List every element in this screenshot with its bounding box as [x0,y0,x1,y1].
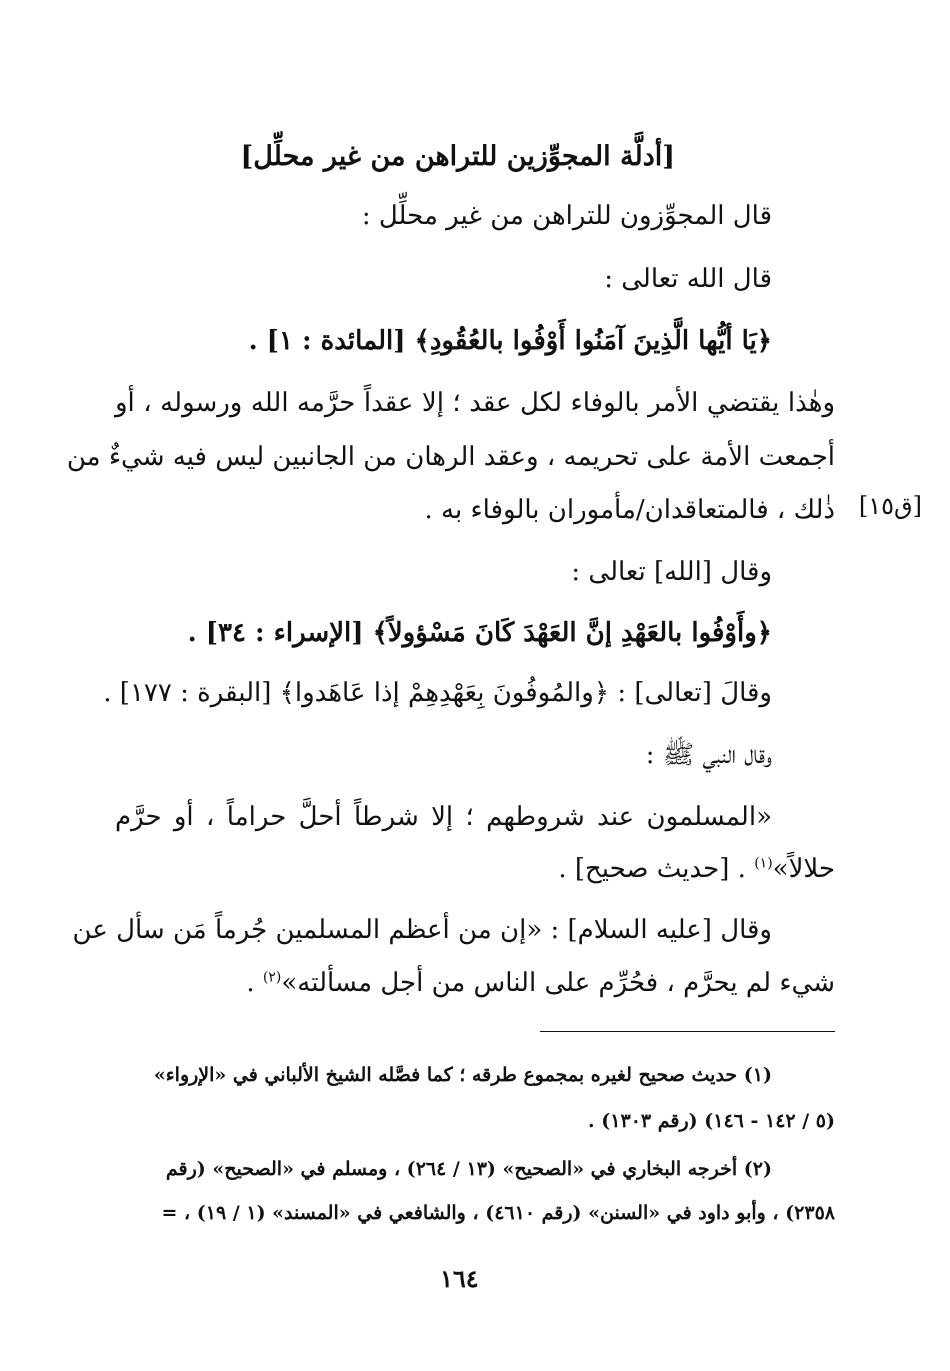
hadith-grade: . [حديث صحيح] . [558,854,755,884]
paragraph-line: وقال النبي ﷺ : [645,740,772,770]
hadith-line [246,970,835,996]
footnote-ref: (٢) [262,969,282,986]
quran-verse: ﴿يَا أيُّها الَّذِينَ آمَنُوا أَوْفُوا بالعُقُودِ﴾ [المائدة : ١] . [248,326,772,356]
paragraph-line: ذٰلك ، فالمتعاقدان/مأموران بالوفاء به . [424,495,835,525]
footnote-line: (١) حديث صحيح لغيره بمجموع طرقه ؛ كما فصَّله الشيخ الألباني في «الإرواء» [153,1064,772,1086]
hadith-text: حلالاً» [772,854,835,884]
footnote-line: ٢٣٥٨) ، وأبو داود في «السنن» (رقم ٤٦١٠) ، والشافعي في «المسند» (١ / ١٩) ، = [161,1202,835,1224]
paragraph-line: قال المجوِّزون للتراهن من غير محلِّل : [361,201,772,231]
quran-verse: ﴿وأَوْفُوا بالعَهْدِ إنَّ العَهْدَ كَانَ مَسْؤولاً﴾ [الإسراء : ٣٤] . [187,618,772,648]
hadith-text: شيء لم يحرَّم ، فحُرِّم على الناس من أجل مسألته» [281,968,835,998]
hadith-line [558,856,835,882]
footnote-ref: (١) [754,855,773,872]
paragraph-line: قال الله تعالى : [604,264,772,294]
hadith-line: وقال [عليه السلام] : «إن من أعظم المسلمين جُرماً مَن سأل عن [72,915,772,945]
paragraph-line: وهٰذا يقتضي الأمر بالوفاء لكل عقد ؛ إلا عقداً حرَّمه الله ورسوله ، أو [115,388,835,418]
page-number: ١٦٤ [440,1264,479,1293]
paragraph-line: وقال [الله] تعالى : [571,557,772,587]
paragraph-line: أجمعت الأمة على تحريمه ، وعقد الرهان من الجانبين ليس فيه شيءٌ من [66,442,835,472]
section-heading: [أدلَّة المجوِّزين للتراهن من غير محلِّل] [240,141,675,172]
footnote-separator [540,1031,835,1032]
hadith-line: «المسلمون عند شروطهم ؛ إلا شرطاً أحلَّ حراماً ، أو حرَّم [115,802,772,832]
manuscript-page-marker: [ق١٥] [858,492,922,520]
footnote-line: (٢) أخرجه البخاري في «الصحيح» (١٣ / ٢٦٤) ، ومسلم في «الصحيح» (رقم [165,1158,772,1180]
footnote-line: (٥ / ١٤٢ - ١٤٦) (رقم ١٣٠٣) . [588,1110,835,1132]
paragraph-line: وقالَ [تعالى] : ﴿والمُوفُونَ بِعَهْدِهِمْ إذا عَاهَدوا﴾ [البقرة : ١٧٧] . [103,678,772,708]
hadith-end: . [246,968,263,998]
